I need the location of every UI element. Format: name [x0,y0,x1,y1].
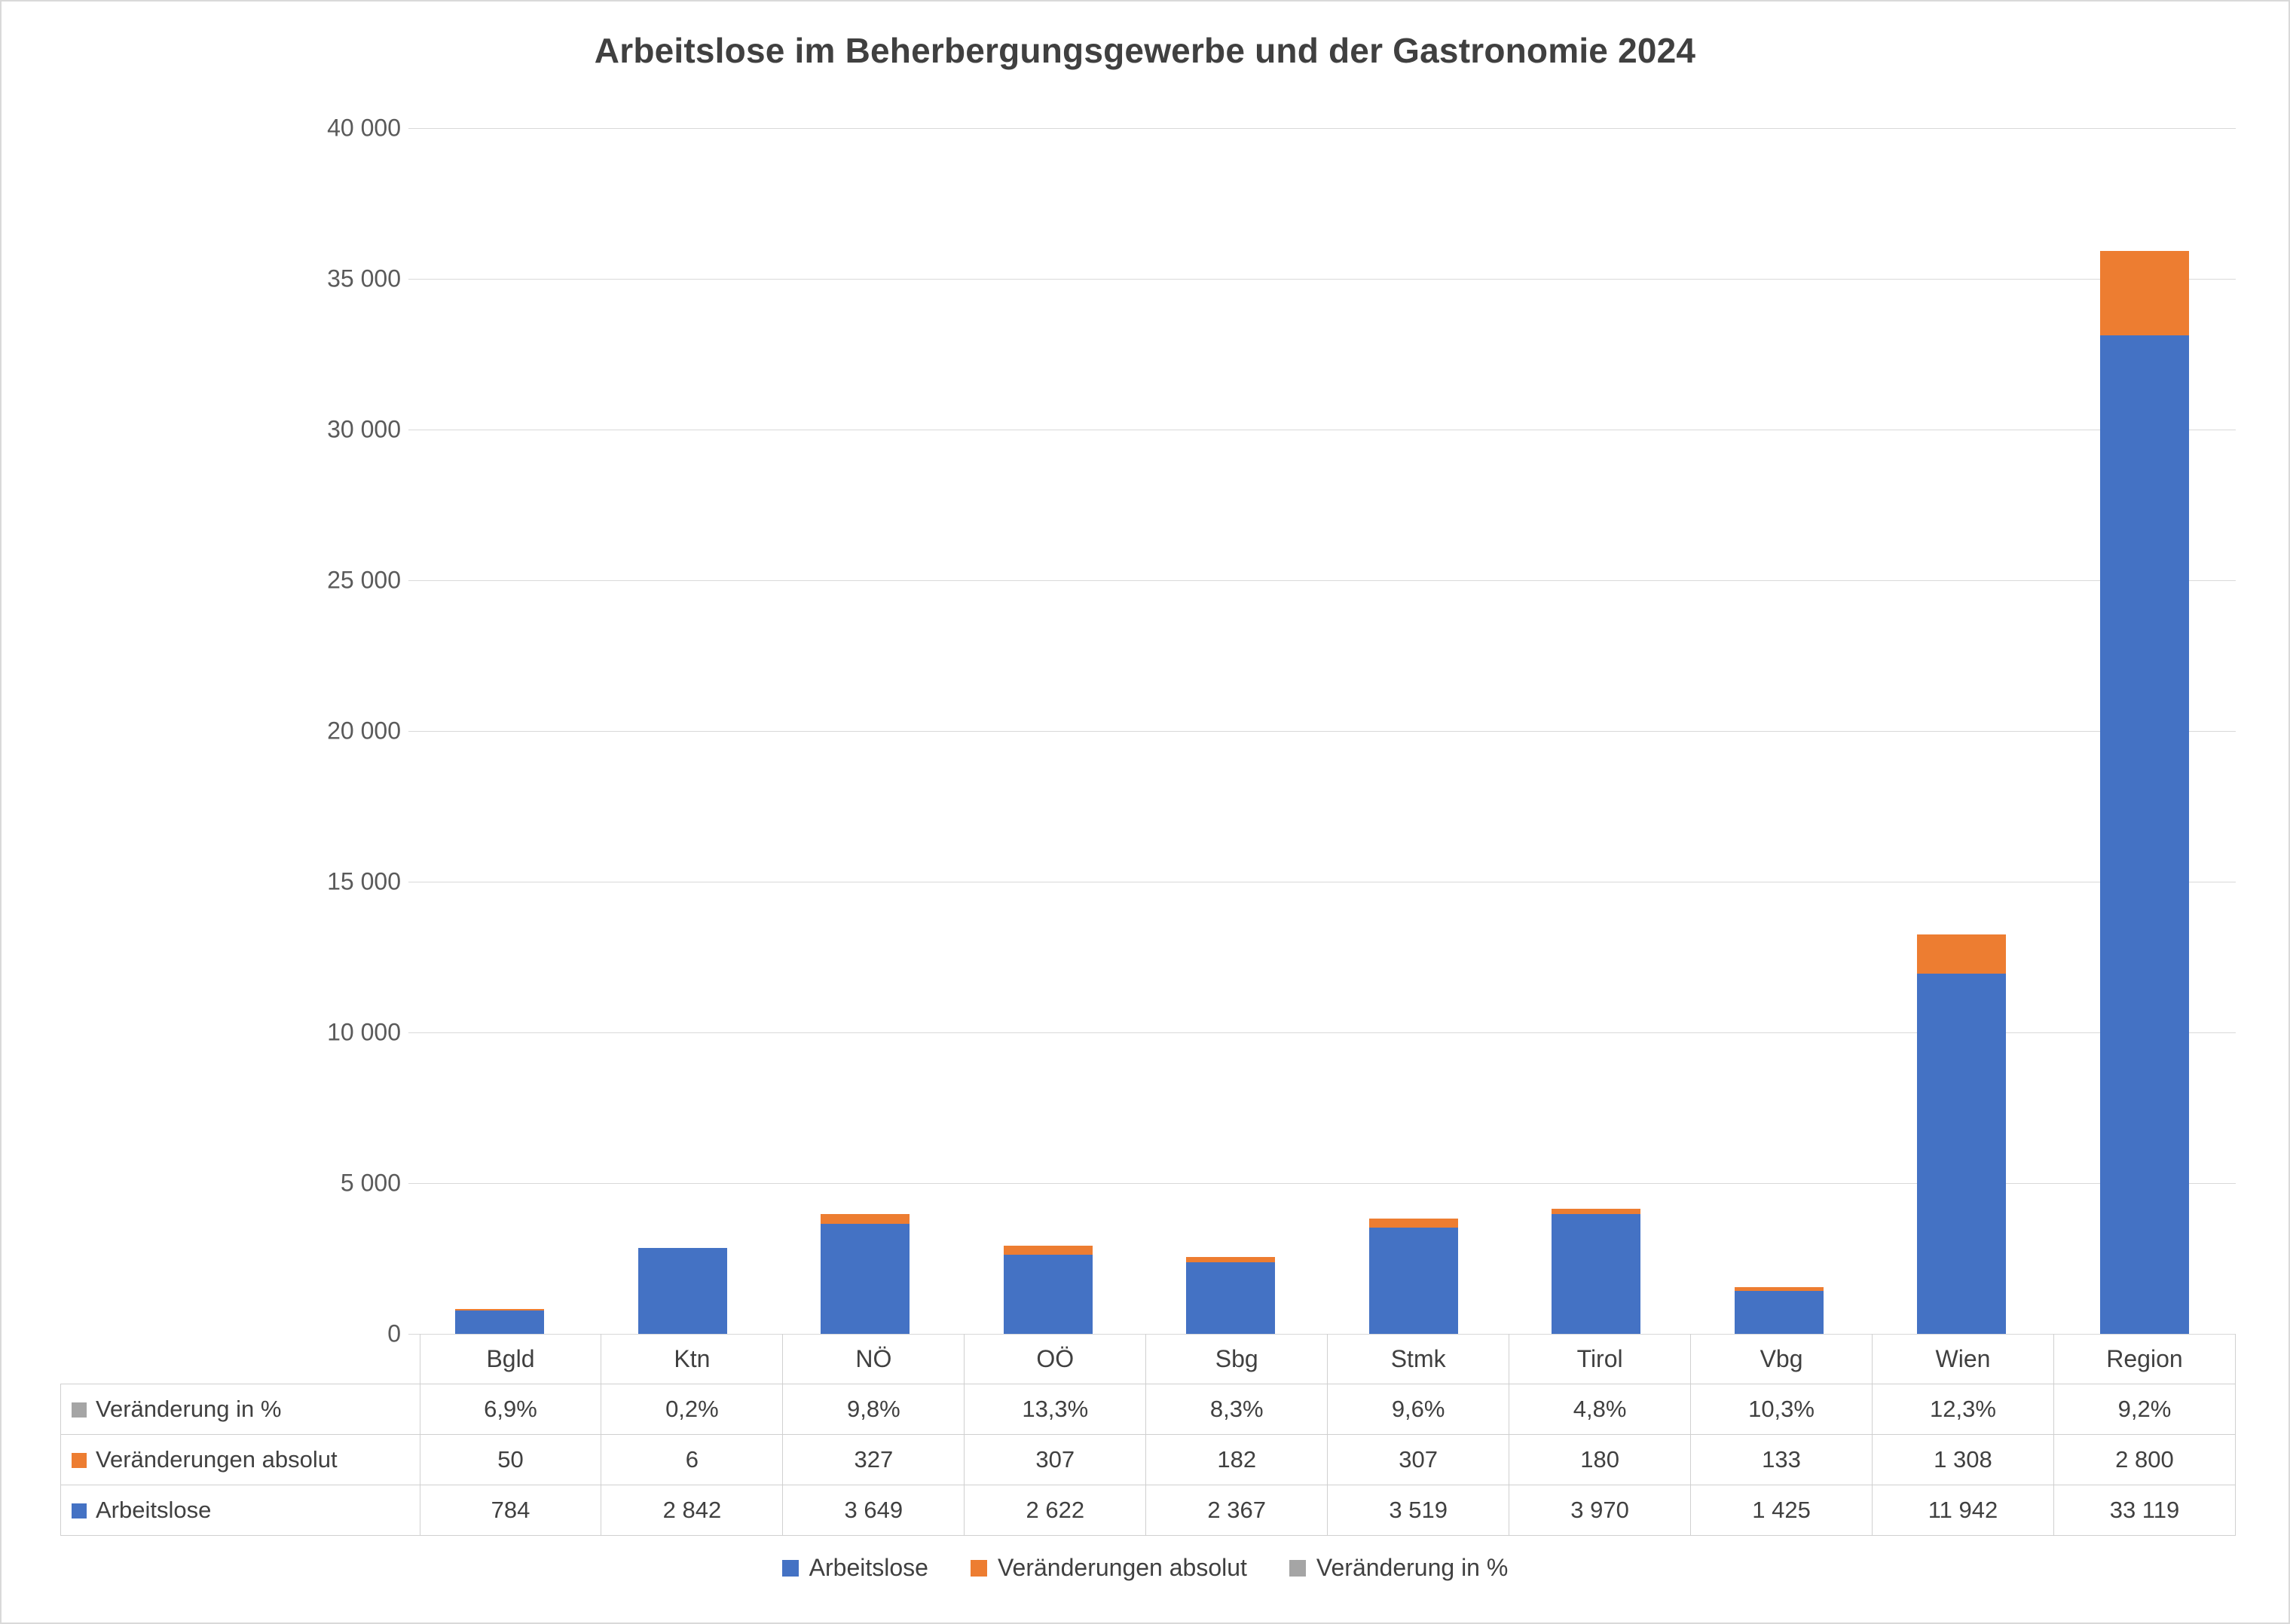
legend-label: Veränderungen absolut [997,1554,1247,1581]
table-cell: 9,6% [1328,1384,1509,1435]
table-cell: 3 970 [1509,1485,1691,1536]
table-cell: 6 [601,1435,783,1485]
bar-segment-arbeitslose[interactable] [1369,1228,1458,1334]
bar-segment-veraenderungen-absolut[interactable] [1369,1219,1458,1228]
table-cell: 3 649 [783,1485,965,1536]
legend-color-swatch-icon [782,1560,799,1577]
legend-color-swatch-icon [971,1560,987,1577]
bar-group [774,128,957,1334]
bar-segment-veraenderungen-absolut[interactable] [2100,251,2189,335]
y-axis-tick-label: 5 000 [340,1169,401,1197]
y-axis-tick-label: 10 000 [327,1018,401,1046]
table-row-header [61,1435,420,1485]
table-cell: 3 519 [1328,1485,1509,1536]
table-cell: 182 [1146,1435,1328,1485]
table-cell: 10,3% [1691,1384,1873,1435]
x-axis-category-label: Ktn [601,1334,783,1384]
bar-segment-veraenderungen-absolut[interactable] [1186,1257,1275,1262]
bar-stack[interactable] [1186,1257,1275,1334]
bar-segment-arbeitslose[interactable] [1186,1262,1275,1334]
table-cell: 2 622 [965,1485,1146,1536]
bar-stack[interactable] [638,1248,727,1334]
series-color-swatch-icon [72,1453,87,1468]
table-cell: 133 [1691,1435,1873,1485]
x-axis-category-label: Stmk [1328,1334,1509,1384]
x-axis-category-label: Wien [1873,1334,2054,1384]
bar-stack[interactable] [1735,1287,1824,1334]
y-axis-tick-label: 40 000 [327,114,401,142]
table-row [61,1384,2236,1435]
table-cell: 9,2% [2053,1384,2235,1435]
bar-stack[interactable] [2100,251,2189,1334]
bar-stack[interactable] [1917,934,2006,1334]
x-axis-category-label: NÖ [783,1334,965,1384]
table-row-header [61,1485,420,1536]
legend-item[interactable] [971,1554,1247,1582]
table-cell: 33 119 [2053,1485,2235,1536]
table-cell: 307 [1328,1435,1509,1485]
table-row-label: Arbeitslose [96,1497,212,1523]
y-axis-tick-label: 35 000 [327,265,401,292]
bar-group [1322,128,1506,1334]
table-cell: 6,9% [420,1384,601,1435]
series-color-swatch-icon [72,1402,87,1418]
bar-segment-veraenderungen-absolut[interactable] [1917,934,2006,974]
bar-group [2053,128,2236,1334]
table-cell: 9,8% [783,1384,965,1435]
x-axis-category-label: Sbg [1146,1334,1328,1384]
table-cell: 327 [783,1435,965,1485]
table-cell: 2 367 [1146,1485,1328,1536]
bar-segment-arbeitslose[interactable] [1004,1255,1093,1334]
plot-area [327,114,2236,1347]
table-category-row [61,1334,2236,1384]
chart-legend [2,1554,2288,1582]
y-axis-tick-label: 0 [387,1320,401,1347]
bar-segment-arbeitslose[interactable] [2100,335,2189,1334]
table-cell: 4,8% [1509,1384,1691,1435]
table-row-header [61,1384,420,1435]
x-axis-category-label: Tirol [1509,1334,1691,1384]
table-cell: 8,3% [1146,1384,1328,1435]
legend-item[interactable] [782,1554,928,1582]
y-axis-tick-label: 20 000 [327,717,401,745]
bar-segment-arbeitslose[interactable] [455,1311,544,1334]
table-row-label: Veränderungen absolut [96,1446,338,1473]
y-axis-tick-label: 15 000 [327,867,401,895]
bar-group [592,128,775,1334]
bar-group [1870,128,2053,1334]
y-axis-tick-label: 25 000 [327,566,401,594]
bar-segment-arbeitslose[interactable] [821,1224,910,1334]
bar-segment-veraenderungen-absolut[interactable] [1004,1246,1093,1255]
legend-item[interactable] [1289,1554,1508,1582]
bar-stack[interactable] [821,1214,910,1334]
x-axis-category-label: Vbg [1691,1334,1873,1384]
y-axis-tick-label: 30 000 [327,415,401,443]
series-color-swatch-icon [72,1503,87,1518]
bar-segment-arbeitslose[interactable] [1552,1214,1640,1334]
bar-group [1505,128,1688,1334]
table-cell: 2 800 [2053,1435,2235,1485]
legend-label: Arbeitslose [809,1554,928,1581]
legend-color-swatch-icon [1289,1560,1306,1577]
bar-group [408,128,592,1334]
x-axis-category-label: OÖ [965,1334,1146,1384]
table-corner-cell [61,1334,420,1384]
bar-stack[interactable] [1552,1209,1640,1334]
table-cell: 1 425 [1691,1485,1873,1536]
bar-group [1688,128,1871,1334]
bar-group [1139,128,1322,1334]
table-cell: 1 308 [1873,1435,2054,1485]
table-cell: 307 [965,1435,1146,1485]
bar-stack[interactable] [455,1309,544,1334]
table-cell: 11 942 [1873,1485,2054,1536]
bar-stack[interactable] [1369,1219,1458,1334]
table-cell: 180 [1509,1435,1691,1485]
table-row [61,1485,2236,1536]
x-axis-category-label: Bgld [420,1334,601,1384]
bar-segment-arbeitslose[interactable] [638,1248,727,1334]
table-cell: 12,3% [1873,1384,2054,1435]
bar-segment-veraenderungen-absolut[interactable] [1552,1209,1640,1214]
table-cell: 13,3% [965,1384,1146,1435]
table-cell: 50 [420,1435,601,1485]
legend-label: Veränderung in % [1316,1554,1509,1581]
x-axis-category-label: Region [2053,1334,2235,1384]
data-table [60,1334,2236,1536]
bar-group [957,128,1140,1334]
table-row [61,1435,2236,1485]
bar-segment-arbeitslose[interactable] [1917,974,2006,1334]
chart-title: Arbeitslose im Beherbergungsgewerbe und der Gastronomie 2024 [594,31,1696,70]
bar-segment-arbeitslose[interactable] [1735,1291,1824,1334]
table-cell: 0,2% [601,1384,783,1435]
table-cell: 2 842 [601,1485,783,1536]
table-cell: 784 [420,1485,601,1536]
bars-layer [408,128,2236,1334]
table-row-label: Veränderung in % [96,1396,282,1422]
bar-stack[interactable] [1004,1246,1093,1334]
bar-segment-veraenderungen-absolut[interactable] [821,1214,910,1224]
